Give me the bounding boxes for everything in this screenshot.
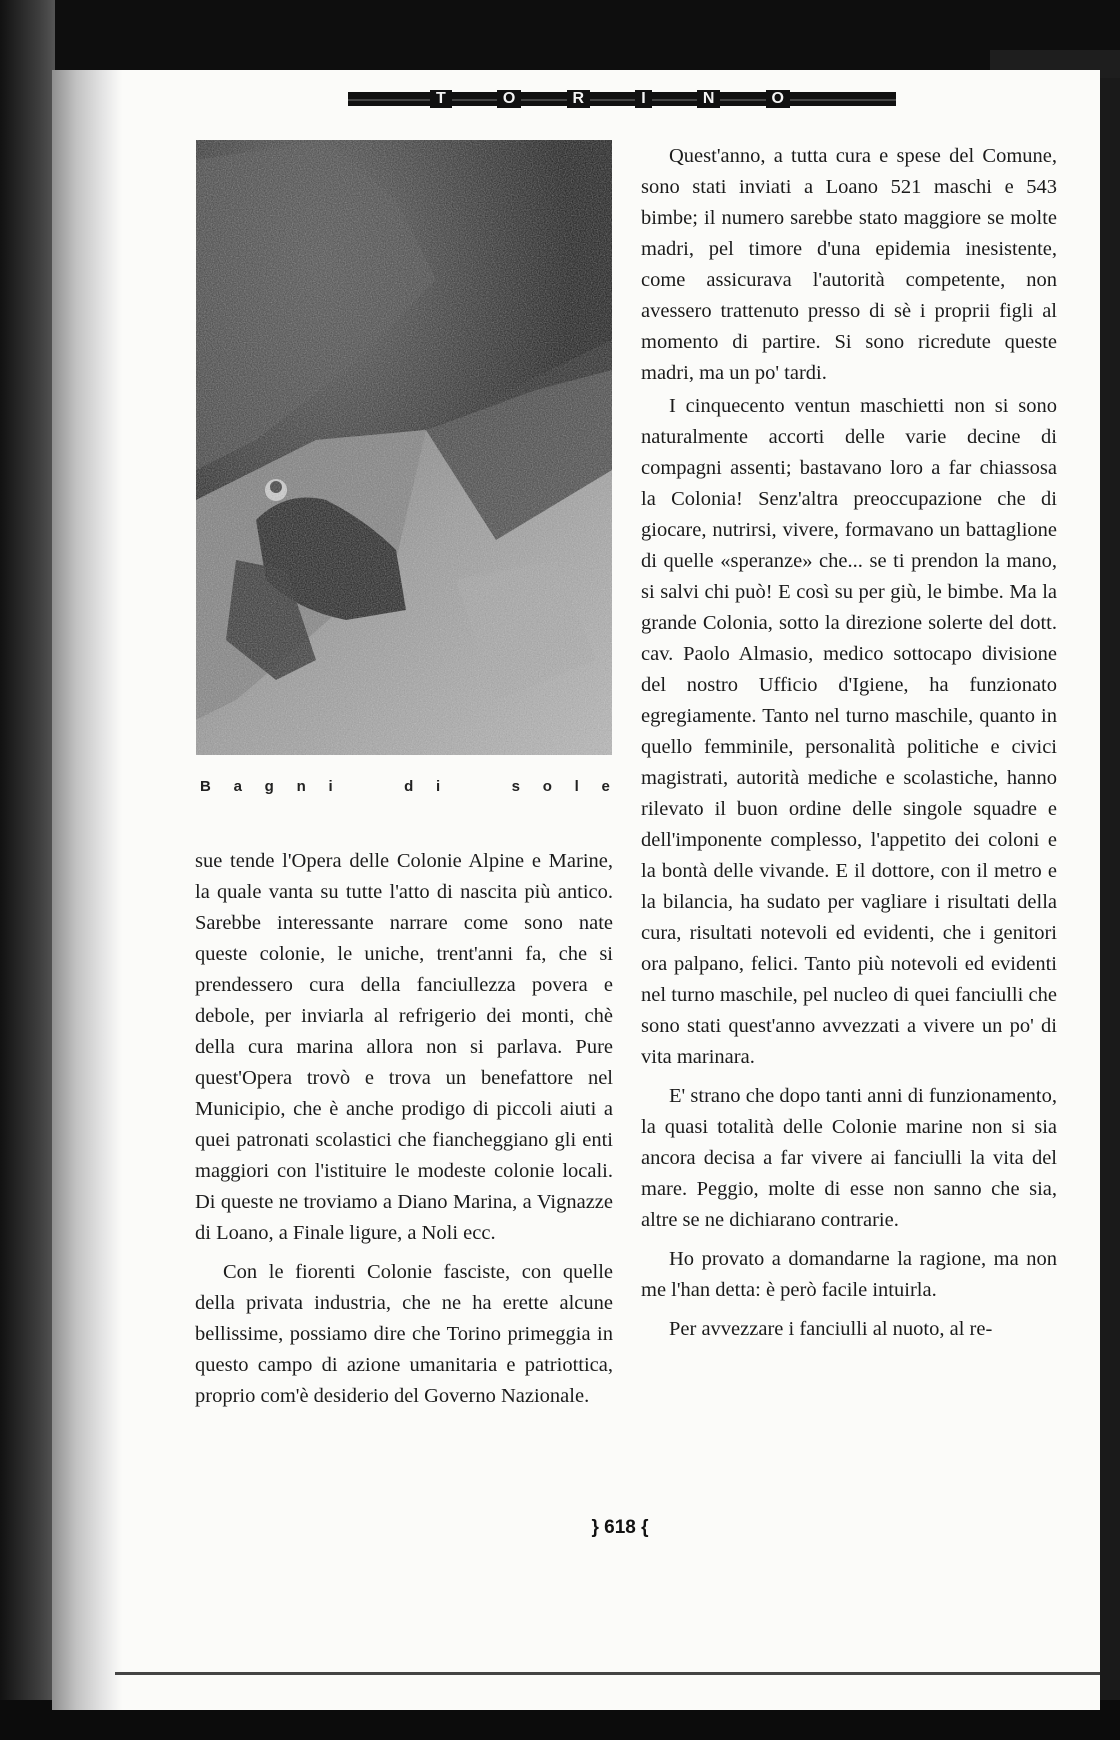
caption-word-gap	[463, 778, 489, 795]
caption-letter: a	[233, 778, 242, 795]
paragraph: Per avvezzare i fanciulli al nuoto, al re-	[669, 1318, 993, 1340]
header-letter: O	[497, 90, 521, 108]
paragraph: sue tende l'Opera delle Colonie Alpine e Marine, la quale vanta su tutte l'atto di nascita più antico. Sarebbe interessante narrare come sono nate queste colonie, le uniche, trent'anni fa, che si prendessero cura della fanciullezza povera e debole, per inviarla al refrigerio dei monti, chè della cura marina allora non si parlava. Pure quest'Opera trovò e trova un benefattore nel Municipio, che è anche prodigo di piccoli aiuti a quei patronati scolastici che fiancheggiano gli enti maggiori con l'istituire le modeste colonie locali. Di queste ne troviamo a Diano Marina, a Vignazze di Loano, a Finale ligure, a Noli ecc.	[195, 850, 613, 1244]
caption-letter: e	[601, 778, 610, 795]
header-letter: O	[766, 90, 790, 108]
paragraph: I cinquecento ventun maschietti non si sono naturalmente accorti delle varie decine di compagni assenti; bastavano loro a far chiassosa la Colonia! Senz'altra preoccupazione che di giocare, nutrirsi, vivere, formavano un battaglione di quelle «speranze» che... se ti prendon la mano, si salvi chi può! E così su per giù, le bimbe. Ma la grande Colonia, sotto la direzione solerte del dott. cav. Paolo Almasio, medico sottocapo divisione del nostro Ufficio d'Igiene, ha funzionato egregiamente. Tanto nel turno maschile, quanto in quello femminile, personalità politiche e civici magistrati, autorità mediche e scolastiche, hanno rilevato il buon ordine delle singole squadre e dell'imponente complesso, l'appetito dei coloni e la bontà delle vivande. E il dottore, con il metro e la bilancia, ha sudato per vagliare i risultati della cura, risultati notevoli ed evidenti, che i genitori ora palpano, felici. Tanto più notevoli ed evidenti nel turno maschile, pel nucleo di quei fanciulli che sono stati quest'anno avvezzati a vivere un po' di vita marinara.	[641, 395, 1057, 1068]
caption-letter: o	[542, 778, 552, 795]
photo-caption	[200, 778, 610, 795]
caption-letter: s	[511, 778, 520, 795]
paragraph: Con le fiorenti Colonie fasciste, con quelle della privata industria, che ne ha erette alcune bellissime, possiamo dire che Torino primeggia in questo campo di azione umanitaria e patriottica, proprio com'è desiderio del Governo Nazionale.	[195, 1261, 613, 1407]
header-letter: R	[567, 90, 591, 108]
header-letter: T	[430, 90, 452, 108]
bottom-rule	[115, 1672, 1100, 1675]
caption-letter: B	[200, 778, 211, 795]
scan-top-border	[0, 0, 1120, 78]
scan-left-border	[0, 0, 55, 1740]
paragraph: Quest'anno, a tutta cura e spese del Comune, sono stati inviati a Loano 521 maschi e 543 bimbe; il numero sarebbe stato maggiore se molte madri, pel timore d'una epidemia inesistente, come assicurava l'autorità competente, non avessero trattenuto presso di sè i proprii figli al momento di partire. Si sono ricredute queste madri, ma un po' tardi.	[641, 145, 1057, 384]
page-gutter-shadow	[52, 70, 122, 1710]
header-letter: N	[697, 90, 721, 108]
caption-letter: i	[328, 778, 333, 795]
folio-ornament-right: {	[641, 1517, 649, 1538]
caption-letter: i	[436, 778, 441, 795]
folio-number: 618	[604, 1517, 636, 1538]
folio-ornament-left: }	[591, 1517, 599, 1538]
header-letter: I	[635, 90, 651, 108]
left-column	[195, 846, 613, 1412]
page-number	[560, 1517, 680, 1539]
right-column	[641, 141, 1057, 1345]
running-header	[430, 84, 790, 114]
caption-word-gap	[355, 778, 381, 795]
photograph-sunbathing	[196, 140, 612, 755]
photograph-of-children-sunbathing-icon	[196, 140, 612, 755]
paragraph: Ho provato a domandarne la ragione, ma non me l'han detta: è però facile intuirla.	[641, 1248, 1057, 1301]
caption-letter: n	[296, 778, 306, 795]
caption-letter: l	[574, 778, 579, 795]
caption-letter: d	[404, 778, 414, 795]
caption-letter: g	[264, 778, 274, 795]
paragraph: E' strano che dopo tanti anni di funzionamento, la quasi totalità delle Colonie marine non si sia ancora decisa a far vivere ai fanciulli la vita del mare. Peggio, molte di esse non sanno che sia, altre se ne dichiarano contrarie.	[641, 1085, 1057, 1231]
